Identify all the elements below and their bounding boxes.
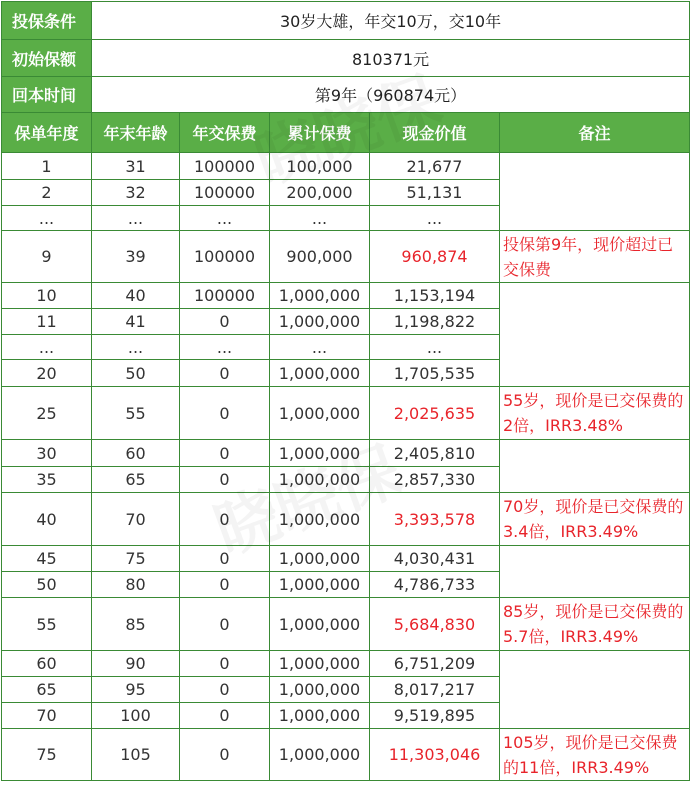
policy-year-cell: 11 xyxy=(2,309,92,335)
cash-value-cell: 3,393,578 xyxy=(370,493,500,546)
col-header-notes: 备注 xyxy=(500,113,690,153)
payback-value: 第9年（960874元） xyxy=(92,77,690,113)
policy-year-cell: 35 xyxy=(2,467,92,493)
total-premium-cell: 1,000,000 xyxy=(270,729,370,781)
age-cell: 105 xyxy=(92,729,180,781)
note-cell-empty xyxy=(500,335,690,360)
total-premium-cell: 1,000,000 xyxy=(270,440,370,467)
table-row xyxy=(2,283,690,309)
annual-premium-cell: 100000 xyxy=(180,180,270,206)
cash-value-cell: 1,153,194 xyxy=(370,283,500,309)
policy-year-cell: 25 xyxy=(2,387,92,440)
cash-value-table xyxy=(1,1,690,781)
age-cell: 41 xyxy=(92,309,180,335)
table-row xyxy=(2,309,690,335)
table-row xyxy=(2,387,690,440)
table-row xyxy=(2,180,690,206)
annual-premium-cell: 0 xyxy=(180,467,270,493)
total-premium-cell: 1,000,000 xyxy=(270,546,370,572)
policy-year-cell: 60 xyxy=(2,651,92,677)
annual-premium-cell: 0 xyxy=(180,651,270,677)
policy-year-cell: 20 xyxy=(2,360,92,387)
initial-sum-value: 810371元 xyxy=(92,40,690,77)
policy-year-cell: 45 xyxy=(2,546,92,572)
total-premium-cell: 1,000,000 xyxy=(270,360,370,387)
cash-value-cell: 1,198,822 xyxy=(370,309,500,335)
total-premium-cell: 1,000,000 xyxy=(270,703,370,729)
annual-premium-cell: 0 xyxy=(180,677,270,703)
table-row xyxy=(2,572,690,598)
total-premium-cell: 1,000,000 xyxy=(270,283,370,309)
total-premium-cell: 1,000,000 xyxy=(270,572,370,598)
note-cell-empty xyxy=(500,206,690,231)
cash-value-cell: 6,751,209 xyxy=(370,651,500,677)
initial-sum-row xyxy=(2,40,690,77)
cash-value-cell: ... xyxy=(370,335,500,360)
age-cell: 75 xyxy=(92,546,180,572)
annual-premium-cell: 0 xyxy=(180,572,270,598)
policy-year-cell: 9 xyxy=(2,231,92,283)
annual-premium-cell: 0 xyxy=(180,546,270,572)
annual-premium-cell: 0 xyxy=(180,729,270,781)
policy-year-cell: 55 xyxy=(2,598,92,651)
annual-premium-cell: ... xyxy=(180,335,270,360)
cash-value-cell: 8,017,217 xyxy=(370,677,500,703)
note-cell-empty xyxy=(500,677,690,703)
note-cell-empty xyxy=(500,546,690,572)
table-row xyxy=(2,335,690,360)
table-row xyxy=(2,467,690,493)
cash-value-cell: 5,684,830 xyxy=(370,598,500,651)
note-cell-empty xyxy=(500,651,690,677)
note-cell: 70岁，现价是已交保费的3.4倍，IRR3.49% xyxy=(500,493,690,546)
policy-year-cell: 70 xyxy=(2,703,92,729)
annual-premium-cell: 0 xyxy=(180,387,270,440)
col-header-age: 年末年龄 xyxy=(92,113,180,153)
policy-year-cell: 40 xyxy=(2,493,92,546)
cash-value-cell: 9,519,895 xyxy=(370,703,500,729)
table-row xyxy=(2,677,690,703)
policy-year-cell: 30 xyxy=(2,440,92,467)
policy-year-cell: 75 xyxy=(2,729,92,781)
age-cell: 100 xyxy=(92,703,180,729)
total-premium-cell: 1,000,000 xyxy=(270,598,370,651)
age-cell: 65 xyxy=(92,467,180,493)
cash-value-cell: 2,857,330 xyxy=(370,467,500,493)
age-cell: 85 xyxy=(92,598,180,651)
policy-year-cell: 2 xyxy=(2,180,92,206)
note-cell-empty xyxy=(500,360,690,387)
note-cell-empty xyxy=(500,440,690,467)
cash-value-cell: 51,131 xyxy=(370,180,500,206)
initial-sum-label: 初始保额 xyxy=(2,40,92,77)
policy-year-cell: ... xyxy=(2,206,92,231)
annual-premium-cell: 0 xyxy=(180,309,270,335)
policy-year-cell: 10 xyxy=(2,283,92,309)
conditions-value: 30岁大雄，年交10万，交10年 xyxy=(92,2,690,40)
annual-premium-cell: 100000 xyxy=(180,231,270,283)
note-cell: 投保第9年，现价超过已交保费 xyxy=(500,231,690,283)
table-row xyxy=(2,360,690,387)
note-cell-empty xyxy=(500,572,690,598)
table-row xyxy=(2,703,690,729)
col-header-cash-value: 现金价值 xyxy=(370,113,500,153)
note-cell: 85岁，现价是已交保费的5.7倍，IRR3.49% xyxy=(500,598,690,651)
table-row xyxy=(2,440,690,467)
cash-value-cell: 4,030,431 xyxy=(370,546,500,572)
age-cell: 55 xyxy=(92,387,180,440)
age-cell: 90 xyxy=(92,651,180,677)
total-premium-cell: 100,000 xyxy=(270,153,370,180)
column-header-row xyxy=(2,113,690,153)
cash-value-cell: 11,303,046 xyxy=(370,729,500,781)
annual-premium-cell: 0 xyxy=(180,703,270,729)
col-header-policy-year: 保单年度 xyxy=(2,113,92,153)
note-cell-empty xyxy=(500,180,690,206)
table-body xyxy=(2,2,690,781)
cash-value-cell: 2,405,810 xyxy=(370,440,500,467)
total-premium-cell: 1,000,000 xyxy=(270,677,370,703)
table-row xyxy=(2,729,690,781)
total-premium-cell: ... xyxy=(270,206,370,231)
table-row xyxy=(2,598,690,651)
total-premium-cell: 1,000,000 xyxy=(270,493,370,546)
annual-premium-cell: ... xyxy=(180,206,270,231)
cash-value-cell: 1,705,535 xyxy=(370,360,500,387)
age-cell: 50 xyxy=(92,360,180,387)
note-cell-empty xyxy=(500,467,690,493)
note-cell: 55岁，现价是已交保费的2倍，IRR3.48% xyxy=(500,387,690,440)
total-premium-cell: 1,000,000 xyxy=(270,309,370,335)
annual-premium-cell: 0 xyxy=(180,440,270,467)
age-cell: 32 xyxy=(92,180,180,206)
annual-premium-cell: 0 xyxy=(180,360,270,387)
payback-label: 回本时间 xyxy=(2,77,92,113)
age-cell: ... xyxy=(92,206,180,231)
cash-value-cell: 2,025,635 xyxy=(370,387,500,440)
table-row xyxy=(2,651,690,677)
conditions-label: 投保条件 xyxy=(2,2,92,40)
age-cell: 39 xyxy=(92,231,180,283)
total-premium-cell: 1,000,000 xyxy=(270,467,370,493)
age-cell: 70 xyxy=(92,493,180,546)
age-cell: 95 xyxy=(92,677,180,703)
annual-premium-cell: 100000 xyxy=(180,153,270,180)
age-cell: 60 xyxy=(92,440,180,467)
policy-year-cell: 1 xyxy=(2,153,92,180)
note-cell-empty xyxy=(500,153,690,180)
col-header-total-premium: 累计保费 xyxy=(270,113,370,153)
note-cell: 105岁，现价是已交保费的11倍，IRR3.49% xyxy=(500,729,690,781)
note-cell-empty xyxy=(500,703,690,729)
policy-year-cell: 65 xyxy=(2,677,92,703)
annual-premium-cell: 100000 xyxy=(180,283,270,309)
age-cell: ... xyxy=(92,335,180,360)
table-row xyxy=(2,206,690,231)
table-row xyxy=(2,153,690,180)
age-cell: 40 xyxy=(92,283,180,309)
table-row xyxy=(2,231,690,283)
cash-value-cell: 4,786,733 xyxy=(370,572,500,598)
policy-year-cell: 50 xyxy=(2,572,92,598)
total-premium-cell: 900,000 xyxy=(270,231,370,283)
payback-row xyxy=(2,77,690,113)
annual-premium-cell: 0 xyxy=(180,598,270,651)
age-cell: 80 xyxy=(92,572,180,598)
cash-value-cell: 960,874 xyxy=(370,231,500,283)
table-row xyxy=(2,546,690,572)
age-cell: 31 xyxy=(92,153,180,180)
total-premium-cell: 1,000,000 xyxy=(270,651,370,677)
annual-premium-cell: 0 xyxy=(180,493,270,546)
cash-value-cell: 21,677 xyxy=(370,153,500,180)
col-header-annual-premium: 年交保费 xyxy=(180,113,270,153)
table-row xyxy=(2,493,690,546)
conditions-row xyxy=(2,2,690,40)
cash-value-cell: ... xyxy=(370,206,500,231)
note-cell-empty xyxy=(500,309,690,335)
total-premium-cell: ... xyxy=(270,335,370,360)
policy-year-cell: ... xyxy=(2,335,92,360)
total-premium-cell: 1,000,000 xyxy=(270,387,370,440)
total-premium-cell: 200,000 xyxy=(270,180,370,206)
note-cell-empty xyxy=(500,283,690,309)
